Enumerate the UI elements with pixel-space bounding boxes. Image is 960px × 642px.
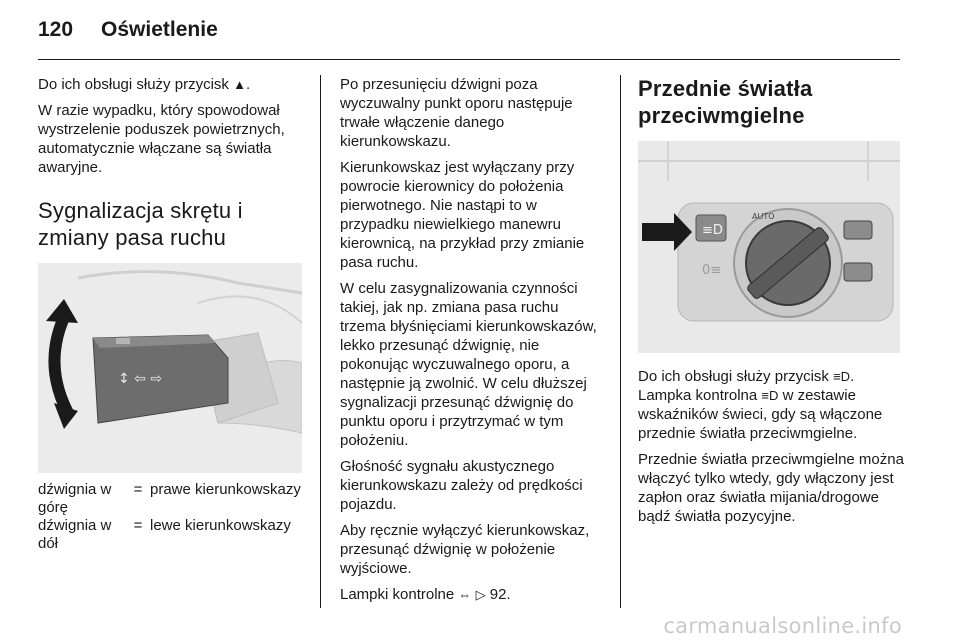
turn-signal-heading: Sygnalizacja skrętu i zmiany pasa ruchu (38, 198, 243, 250)
page-reference-icon: ▷ (475, 587, 486, 602)
definition-term: dźwignia w górę (38, 481, 112, 516)
hazard-triangle-icon: ▲ (233, 77, 246, 92)
page-header (38, 18, 218, 48)
paragraph: W celu zasygnalizowania czynności takiej, jak np. zmiana pasa ruchu trzema błyśnięciami kierunkowskazów, lekko przesunąć dźwignię, nie pokonując wyczuwalnego oporu, a następnie ją zwolnić. W celu dłuższej sygnalizacji przesunąć dźwignię do punktu oporu i przytrzymać w tym położeniu. (340, 280, 597, 449)
fog-condition-paragraph: Przednie światła przeciwmgielne można włączyć tylko wtedy, gdy włączony jest zapłon oraz światła mijania/drogowe bądź światła pozycyjne. (638, 451, 904, 525)
hazard-text-end: . (245, 76, 251, 93)
hazard-text: Do ich obsługi służy przycisk (38, 76, 229, 93)
header-divider (38, 59, 900, 60)
definition-row (38, 481, 301, 517)
column-divider-1 (320, 75, 321, 608)
switch-auto-label: AUTO (752, 212, 775, 221)
paragraph: Po przesunięciu dźwigni poza wyczuwalny punkt oporu następuje trwałe włączenie danego kierunkowskazu. (340, 76, 573, 150)
page-reference-number: 92. (489, 586, 511, 603)
page-number: 120 (38, 18, 74, 41)
svg-text:↕ ⇦ ⇨: ↕ ⇦ ⇨ (118, 371, 163, 387)
definition-equals: = (133, 481, 143, 498)
column-1 (38, 75, 306, 553)
paragraph: Aby ręcznie wyłączyć kierunkowskaz, przesunąć dźwignię w położenie wyjściowe. (340, 522, 590, 577)
fog-lights-heading: Przednie światła przeciwmgielne (638, 76, 813, 128)
fog-text-c: w zestawie wskaźników świeci, gdy są włączone przednie światła przeciwmgielne. (638, 387, 883, 442)
fog-button-paragraph (638, 367, 906, 443)
paragraph: Głośność sygnału akustycznego kierunkowskazu zależy od prędkości pojazdu. (340, 458, 583, 513)
airbag-paragraph: W razie wypadku, który spowodował wystrzelenie poduszek powietrznych, automatycznie włączane są światła awaryjne. (38, 102, 285, 176)
front-fog-light-icon: ≡D (833, 369, 851, 384)
definition-description: lewe kierunkowskazy (150, 517, 291, 534)
control-lamps-reference (340, 585, 605, 604)
column-3 (638, 75, 906, 533)
lever-definitions (38, 481, 301, 553)
svg-text:≡D: ≡D (702, 223, 723, 238)
front-fog-light-icon: ≡D (761, 388, 779, 403)
hazard-paragraph (38, 75, 306, 94)
definition-equals: = (133, 517, 143, 534)
svg-text:0≡: 0≡ (702, 263, 722, 278)
definition-term: dźwignia w dół (38, 517, 112, 552)
paragraph: Kierunkowskaz jest wyłączany przy powrocie kierownicy do położenia pierwotnego. Nie nastąpi to w przypadku niewielkiego manewru kierownicą, na przykład przy zmianie pasa ruchu. (340, 159, 585, 271)
column-divider-2 (620, 75, 621, 608)
definition-row (38, 517, 301, 553)
column-2 (340, 75, 605, 611)
section-title: Oświetlenie (101, 18, 218, 41)
turn-signal-icon: ⇔ (458, 587, 472, 602)
fog-text-b: . Lampka kontrolna (638, 368, 855, 404)
control-lamps-text: Lampki kontrolne (340, 586, 455, 603)
light-switch-illustration (638, 141, 900, 353)
definition-description: prawe kierunkowskazy (150, 481, 301, 498)
watermark: carmanualsonline.info (663, 614, 902, 638)
turn-signal-lever-illustration (38, 263, 302, 473)
fog-text-a: Do ich obsługi służy przycisk (638, 368, 829, 385)
